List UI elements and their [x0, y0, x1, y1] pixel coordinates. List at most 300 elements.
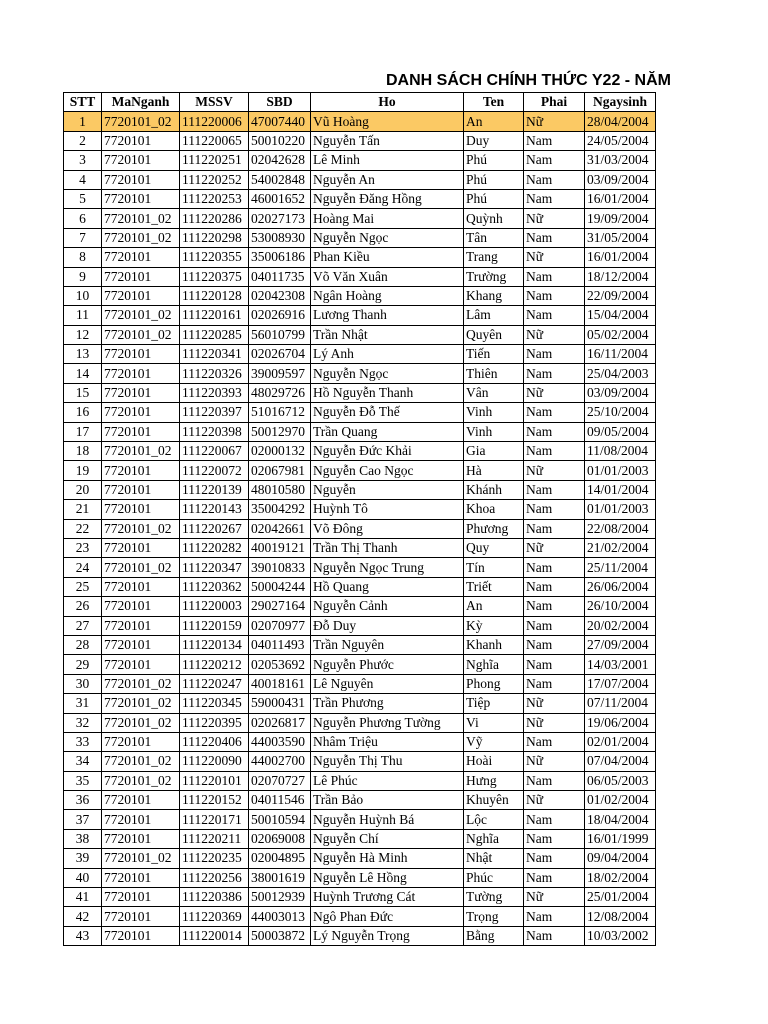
cell-ho: Trần Nhật — [311, 325, 464, 344]
cell-ho: Nguyễn Tấn — [311, 131, 464, 150]
cell-mssv: 111220152 — [180, 791, 249, 810]
cell-mssv: 111220065 — [180, 131, 249, 150]
cell-mssv: 111220072 — [180, 461, 249, 480]
cell-manganh: 7720101_02 — [102, 752, 180, 771]
cell-sbd: 53008930 — [249, 228, 311, 247]
cell-ngaysinh: 25/11/2004 — [585, 558, 656, 577]
cell-mssv: 111220347 — [180, 558, 249, 577]
table-row — [64, 306, 656, 325]
cell-ngaysinh: 10/03/2002 — [585, 926, 656, 945]
cell-mssv: 111220247 — [180, 674, 249, 693]
cell-ho: Nhâm Triệu — [311, 732, 464, 751]
cell-ho: Trần Quang — [311, 422, 464, 441]
cell-ngaysinh: 28/04/2004 — [585, 112, 656, 131]
cell-stt: 32 — [64, 713, 102, 732]
cell-ten: Hoài — [464, 752, 524, 771]
cell-mssv: 111220211 — [180, 829, 249, 848]
cell-ten: An — [464, 597, 524, 616]
cell-ho: Ngô Phan Đức — [311, 907, 464, 926]
cell-manganh: 7720101 — [102, 577, 180, 596]
table-row — [64, 112, 656, 131]
cell-ho: Đỗ Duy — [311, 616, 464, 635]
cell-ho: Nguyễn Thị Thu — [311, 752, 464, 771]
cell-ho: Nguyễn Phước — [311, 655, 464, 674]
cell-ngaysinh: 18/02/2004 — [585, 868, 656, 887]
header-mssv: MSSV — [180, 93, 249, 112]
cell-manganh: 7720101 — [102, 170, 180, 189]
cell-ten: Vỹ — [464, 732, 524, 751]
cell-ten: Nghĩa — [464, 829, 524, 848]
cell-ho: Trần Phương — [311, 694, 464, 713]
cell-ho: Lý Nguyễn Trọng — [311, 926, 464, 945]
table-row — [64, 189, 656, 208]
table-row — [64, 616, 656, 635]
cell-ngaysinh: 15/04/2004 — [585, 306, 656, 325]
cell-ngaysinh: 12/08/2004 — [585, 907, 656, 926]
cell-stt: 28 — [64, 635, 102, 654]
table-row — [64, 655, 656, 674]
cell-mssv: 111220285 — [180, 325, 249, 344]
cell-manganh: 7720101 — [102, 151, 180, 170]
cell-ngaysinh: 14/03/2001 — [585, 655, 656, 674]
cell-phai: Nam — [524, 480, 585, 499]
table-row — [64, 577, 656, 596]
cell-phai: Nữ — [524, 112, 585, 131]
cell-stt: 24 — [64, 558, 102, 577]
cell-phai: Nữ — [524, 461, 585, 480]
cell-sbd: 50012970 — [249, 422, 311, 441]
cell-phai: Nữ — [524, 752, 585, 771]
cell-ho: Nguyễn Đăng Hồng — [311, 189, 464, 208]
cell-ngaysinh: 16/01/2004 — [585, 248, 656, 267]
cell-sbd: 50004244 — [249, 577, 311, 596]
table-row — [64, 151, 656, 170]
cell-phai: Nữ — [524, 325, 585, 344]
cell-sbd: 02067981 — [249, 461, 311, 480]
cell-phai: Nam — [524, 810, 585, 829]
cell-manganh: 7720101_02 — [102, 325, 180, 344]
cell-sbd: 50003872 — [249, 926, 311, 945]
cell-mssv: 111220235 — [180, 849, 249, 868]
cell-manganh: 7720101 — [102, 461, 180, 480]
cell-ho: Nguyễn Cao Ngọc — [311, 461, 464, 480]
cell-sbd: 39009597 — [249, 364, 311, 383]
cell-ngaysinh: 07/04/2004 — [585, 752, 656, 771]
cell-stt: 26 — [64, 597, 102, 616]
cell-manganh: 7720101 — [102, 383, 180, 402]
cell-stt: 2 — [64, 131, 102, 150]
header-sbd: SBD — [249, 93, 311, 112]
cell-manganh: 7720101_02 — [102, 674, 180, 693]
cell-manganh: 7720101 — [102, 907, 180, 926]
table-row — [64, 791, 656, 810]
cell-ngaysinh: 16/11/2004 — [585, 345, 656, 364]
cell-ten: Vinh — [464, 422, 524, 441]
header-manganh: MaNganh — [102, 93, 180, 112]
cell-manganh: 7720101 — [102, 655, 180, 674]
cell-sbd: 51016712 — [249, 403, 311, 422]
cell-phai: Nam — [524, 907, 585, 926]
cell-mssv: 111220139 — [180, 480, 249, 499]
cell-ho: Lê Minh — [311, 151, 464, 170]
cell-manganh: 7720101 — [102, 480, 180, 499]
cell-manganh: 7720101_02 — [102, 849, 180, 868]
table-row — [64, 635, 656, 654]
cell-manganh: 7720101 — [102, 888, 180, 907]
cell-mssv: 111220298 — [180, 228, 249, 247]
cell-sbd: 29027164 — [249, 597, 311, 616]
cell-manganh: 7720101 — [102, 267, 180, 286]
cell-mssv: 111220393 — [180, 383, 249, 402]
cell-ho: Nguyễn Đỗ Thế — [311, 403, 464, 422]
cell-ho: Vũ Hoàng — [311, 112, 464, 131]
cell-manganh: 7720101_02 — [102, 228, 180, 247]
cell-mssv: 111220362 — [180, 577, 249, 596]
cell-ho: Trần Thị Thanh — [311, 538, 464, 557]
cell-ngaysinh: 11/08/2004 — [585, 442, 656, 461]
cell-ten: Thiên — [464, 364, 524, 383]
table-row — [64, 364, 656, 383]
cell-ten: Khanh — [464, 635, 524, 654]
table-row — [64, 558, 656, 577]
cell-sbd: 02042661 — [249, 519, 311, 538]
cell-ten: Khuyên — [464, 791, 524, 810]
table-row — [64, 538, 656, 557]
cell-sbd: 04011735 — [249, 267, 311, 286]
table-row — [64, 849, 656, 868]
cell-manganh: 7720101 — [102, 635, 180, 654]
cell-ten: Khánh — [464, 480, 524, 499]
cell-phai: Nam — [524, 403, 585, 422]
cell-sbd: 02070977 — [249, 616, 311, 635]
cell-ten: Quyên — [464, 325, 524, 344]
cell-mssv: 111220355 — [180, 248, 249, 267]
cell-ho: Nguyễn Ngọc — [311, 228, 464, 247]
table-row — [64, 442, 656, 461]
cell-mssv: 111220161 — [180, 306, 249, 325]
cell-phai: Nam — [524, 558, 585, 577]
cell-ten: Tiệp — [464, 694, 524, 713]
cell-mssv: 111220134 — [180, 635, 249, 654]
cell-ten: Phương — [464, 519, 524, 538]
table-row — [64, 752, 656, 771]
cell-sbd: 46001652 — [249, 189, 311, 208]
cell-sbd: 50012939 — [249, 888, 311, 907]
cell-manganh: 7720101 — [102, 926, 180, 945]
table-row — [64, 674, 656, 693]
cell-mssv: 111220369 — [180, 907, 249, 926]
cell-stt: 35 — [64, 771, 102, 790]
cell-stt: 12 — [64, 325, 102, 344]
cell-ten: Quỳnh — [464, 209, 524, 228]
cell-ten: Hưng — [464, 771, 524, 790]
cell-sbd: 47007440 — [249, 112, 311, 131]
cell-stt: 21 — [64, 500, 102, 519]
cell-manganh: 7720101_02 — [102, 771, 180, 790]
cell-sbd: 48029726 — [249, 383, 311, 402]
cell-sbd: 04011546 — [249, 791, 311, 810]
cell-ten: Tiến — [464, 345, 524, 364]
header-stt: STT — [64, 93, 102, 112]
cell-ten: Trọng — [464, 907, 524, 926]
cell-sbd: 02026916 — [249, 306, 311, 325]
cell-ngaysinh: 24/05/2004 — [585, 131, 656, 150]
table-row — [64, 868, 656, 887]
cell-sbd: 40019121 — [249, 538, 311, 557]
cell-ngaysinh: 05/02/2004 — [585, 325, 656, 344]
cell-phai: Nam — [524, 635, 585, 654]
cell-stt: 40 — [64, 868, 102, 887]
cell-ngaysinh: 09/04/2004 — [585, 849, 656, 868]
cell-ho: Phan Kiều — [311, 248, 464, 267]
cell-ho: Nguyễn Ngọc Trung — [311, 558, 464, 577]
cell-mssv: 111220286 — [180, 209, 249, 228]
cell-ten: Khoa — [464, 500, 524, 519]
cell-ten: Trang — [464, 248, 524, 267]
cell-ten: An — [464, 112, 524, 131]
table-row — [64, 926, 656, 945]
table-row — [64, 480, 656, 499]
cell-mssv: 111220326 — [180, 364, 249, 383]
cell-manganh: 7720101_02 — [102, 558, 180, 577]
table-row — [64, 732, 656, 751]
cell-ho: Nguyễn Ngọc — [311, 364, 464, 383]
cell-ngaysinh: 26/06/2004 — [585, 577, 656, 596]
cell-ten: Phú — [464, 170, 524, 189]
cell-manganh: 7720101_02 — [102, 713, 180, 732]
cell-phai: Nam — [524, 442, 585, 461]
cell-manganh: 7720101 — [102, 364, 180, 383]
table-row — [64, 267, 656, 286]
cell-ngaysinh: 03/09/2004 — [585, 383, 656, 402]
cell-phai: Nam — [524, 189, 585, 208]
cell-stt: 13 — [64, 345, 102, 364]
cell-phai: Nam — [524, 616, 585, 635]
cell-ten: Tín — [464, 558, 524, 577]
cell-stt: 33 — [64, 732, 102, 751]
cell-ten: Khang — [464, 286, 524, 305]
table-row — [64, 228, 656, 247]
cell-mssv: 111220253 — [180, 189, 249, 208]
table-row — [64, 829, 656, 848]
cell-ngaysinh: 07/11/2004 — [585, 694, 656, 713]
cell-phai: Nam — [524, 849, 585, 868]
cell-mssv: 111220267 — [180, 519, 249, 538]
cell-manganh: 7720101 — [102, 189, 180, 208]
cell-ten: Hà — [464, 461, 524, 480]
cell-stt: 6 — [64, 209, 102, 228]
cell-stt: 1 — [64, 112, 102, 131]
cell-ngaysinh: 02/01/2004 — [585, 732, 656, 751]
cell-sbd: 02042308 — [249, 286, 311, 305]
cell-manganh: 7720101 — [102, 345, 180, 364]
cell-ten: Triết — [464, 577, 524, 596]
cell-mssv: 111220398 — [180, 422, 249, 441]
cell-stt: 41 — [64, 888, 102, 907]
cell-mssv: 111220128 — [180, 286, 249, 305]
cell-stt: 23 — [64, 538, 102, 557]
cell-phai: Nam — [524, 926, 585, 945]
cell-phai: Nữ — [524, 888, 585, 907]
cell-ho: Lê Nguyên — [311, 674, 464, 693]
cell-phai: Nam — [524, 868, 585, 887]
cell-mssv: 111220159 — [180, 616, 249, 635]
cell-ngaysinh: 01/02/2004 — [585, 791, 656, 810]
student-table — [63, 92, 656, 946]
cell-phai: Nam — [524, 228, 585, 247]
cell-ten: Nhật — [464, 849, 524, 868]
cell-ngaysinh: 26/10/2004 — [585, 597, 656, 616]
cell-mssv: 111220101 — [180, 771, 249, 790]
cell-mssv: 111220006 — [180, 112, 249, 131]
table-row — [64, 325, 656, 344]
header-ngaysinh: Ngaysinh — [585, 93, 656, 112]
cell-sbd: 44003590 — [249, 732, 311, 751]
cell-ten: Vân — [464, 383, 524, 402]
cell-manganh: 7720101_02 — [102, 694, 180, 713]
cell-ngaysinh: 09/05/2004 — [585, 422, 656, 441]
cell-stt: 27 — [64, 616, 102, 635]
cell-mssv: 111220386 — [180, 888, 249, 907]
cell-manganh: 7720101_02 — [102, 112, 180, 131]
cell-mssv: 111220252 — [180, 170, 249, 189]
cell-manganh: 7720101 — [102, 422, 180, 441]
cell-phai: Nữ — [524, 694, 585, 713]
cell-mssv: 111220375 — [180, 267, 249, 286]
cell-stt: 3 — [64, 151, 102, 170]
cell-manganh: 7720101 — [102, 538, 180, 557]
table-row — [64, 500, 656, 519]
cell-phai: Nam — [524, 151, 585, 170]
table-row — [64, 907, 656, 926]
cell-phai: Nam — [524, 364, 585, 383]
cell-ho: Nguyễn Huỳnh Bá — [311, 810, 464, 829]
cell-ngaysinh: 17/07/2004 — [585, 674, 656, 693]
cell-stt: 9 — [64, 267, 102, 286]
cell-stt: 14 — [64, 364, 102, 383]
cell-ngaysinh: 19/09/2004 — [585, 209, 656, 228]
cell-stt: 19 — [64, 461, 102, 480]
cell-sbd: 35004292 — [249, 500, 311, 519]
cell-manganh: 7720101 — [102, 597, 180, 616]
cell-sbd: 02004895 — [249, 849, 311, 868]
cell-phai: Nữ — [524, 209, 585, 228]
table-row — [64, 771, 656, 790]
cell-phai: Nam — [524, 597, 585, 616]
cell-stt: 8 — [64, 248, 102, 267]
cell-manganh: 7720101 — [102, 500, 180, 519]
table-row — [64, 170, 656, 189]
cell-ho: Nguyễn Hà Minh — [311, 849, 464, 868]
cell-mssv: 111220212 — [180, 655, 249, 674]
cell-ten: Phúc — [464, 868, 524, 887]
cell-ngaysinh: 25/04/2003 — [585, 364, 656, 383]
cell-ho: Nguyễn Cảnh — [311, 597, 464, 616]
cell-mssv: 111220395 — [180, 713, 249, 732]
cell-ten: Lâm — [464, 306, 524, 325]
cell-ho: Hoàng Mai — [311, 209, 464, 228]
document-title: DANH SÁCH CHÍNH THỨC Y22 - NĂM — [386, 72, 671, 89]
cell-manganh: 7720101_02 — [102, 306, 180, 325]
cell-ho: Võ Đông — [311, 519, 464, 538]
cell-phai: Nam — [524, 345, 585, 364]
cell-manganh: 7720101 — [102, 732, 180, 751]
table-row — [64, 209, 656, 228]
cell-ho: Huỳnh Trương Cát — [311, 888, 464, 907]
cell-ngaysinh: 01/01/2003 — [585, 500, 656, 519]
cell-ten: Lộc — [464, 810, 524, 829]
table-row — [64, 713, 656, 732]
cell-phai: Nam — [524, 131, 585, 150]
cell-phai: Nam — [524, 674, 585, 693]
table-row — [64, 519, 656, 538]
cell-ngaysinh: 18/12/2004 — [585, 267, 656, 286]
cell-sbd: 54002848 — [249, 170, 311, 189]
header-phai: Phai — [524, 93, 585, 112]
cell-stt: 25 — [64, 577, 102, 596]
cell-phai: Nam — [524, 286, 585, 305]
cell-ho: Nguyễn Phương Tường — [311, 713, 464, 732]
cell-sbd: 02027173 — [249, 209, 311, 228]
cell-sbd: 44003013 — [249, 907, 311, 926]
cell-ho: Hồ Quang — [311, 577, 464, 596]
cell-ten: Kỳ — [464, 616, 524, 635]
cell-phai: Nam — [524, 771, 585, 790]
cell-manganh: 7720101 — [102, 810, 180, 829]
cell-sbd: 35006186 — [249, 248, 311, 267]
cell-mssv: 111220090 — [180, 752, 249, 771]
cell-sbd: 02000132 — [249, 442, 311, 461]
cell-sbd: 02053692 — [249, 655, 311, 674]
cell-manganh: 7720101 — [102, 616, 180, 635]
cell-stt: 38 — [64, 829, 102, 848]
table-row — [64, 131, 656, 150]
cell-sbd: 50010594 — [249, 810, 311, 829]
cell-mssv: 111220256 — [180, 868, 249, 887]
cell-manganh: 7720101 — [102, 248, 180, 267]
cell-ho: Nguyễn Chí — [311, 829, 464, 848]
cell-phai: Nam — [524, 422, 585, 441]
cell-ten: Nghĩa — [464, 655, 524, 674]
cell-sbd: 44002700 — [249, 752, 311, 771]
cell-mssv: 111220397 — [180, 403, 249, 422]
cell-stt: 15 — [64, 383, 102, 402]
cell-stt: 42 — [64, 907, 102, 926]
table-header-row — [64, 93, 656, 112]
cell-stt: 17 — [64, 422, 102, 441]
cell-sbd: 04011493 — [249, 635, 311, 654]
cell-sbd: 50010220 — [249, 131, 311, 150]
cell-phai: Nam — [524, 267, 585, 286]
cell-mssv: 111220014 — [180, 926, 249, 945]
cell-ho: Nguyễn — [311, 480, 464, 499]
cell-phai: Nữ — [524, 713, 585, 732]
cell-ngaysinh: 21/02/2004 — [585, 538, 656, 557]
cell-phai: Nam — [524, 829, 585, 848]
cell-sbd: 40018161 — [249, 674, 311, 693]
table-row — [64, 345, 656, 364]
cell-sbd: 02070727 — [249, 771, 311, 790]
cell-mssv: 111220143 — [180, 500, 249, 519]
cell-stt: 22 — [64, 519, 102, 538]
cell-ten: Quy — [464, 538, 524, 557]
table-row — [64, 403, 656, 422]
table-row — [64, 597, 656, 616]
cell-ngaysinh: 01/01/2003 — [585, 461, 656, 480]
cell-phai: Nữ — [524, 791, 585, 810]
cell-stt: 4 — [64, 170, 102, 189]
cell-stt: 18 — [64, 442, 102, 461]
